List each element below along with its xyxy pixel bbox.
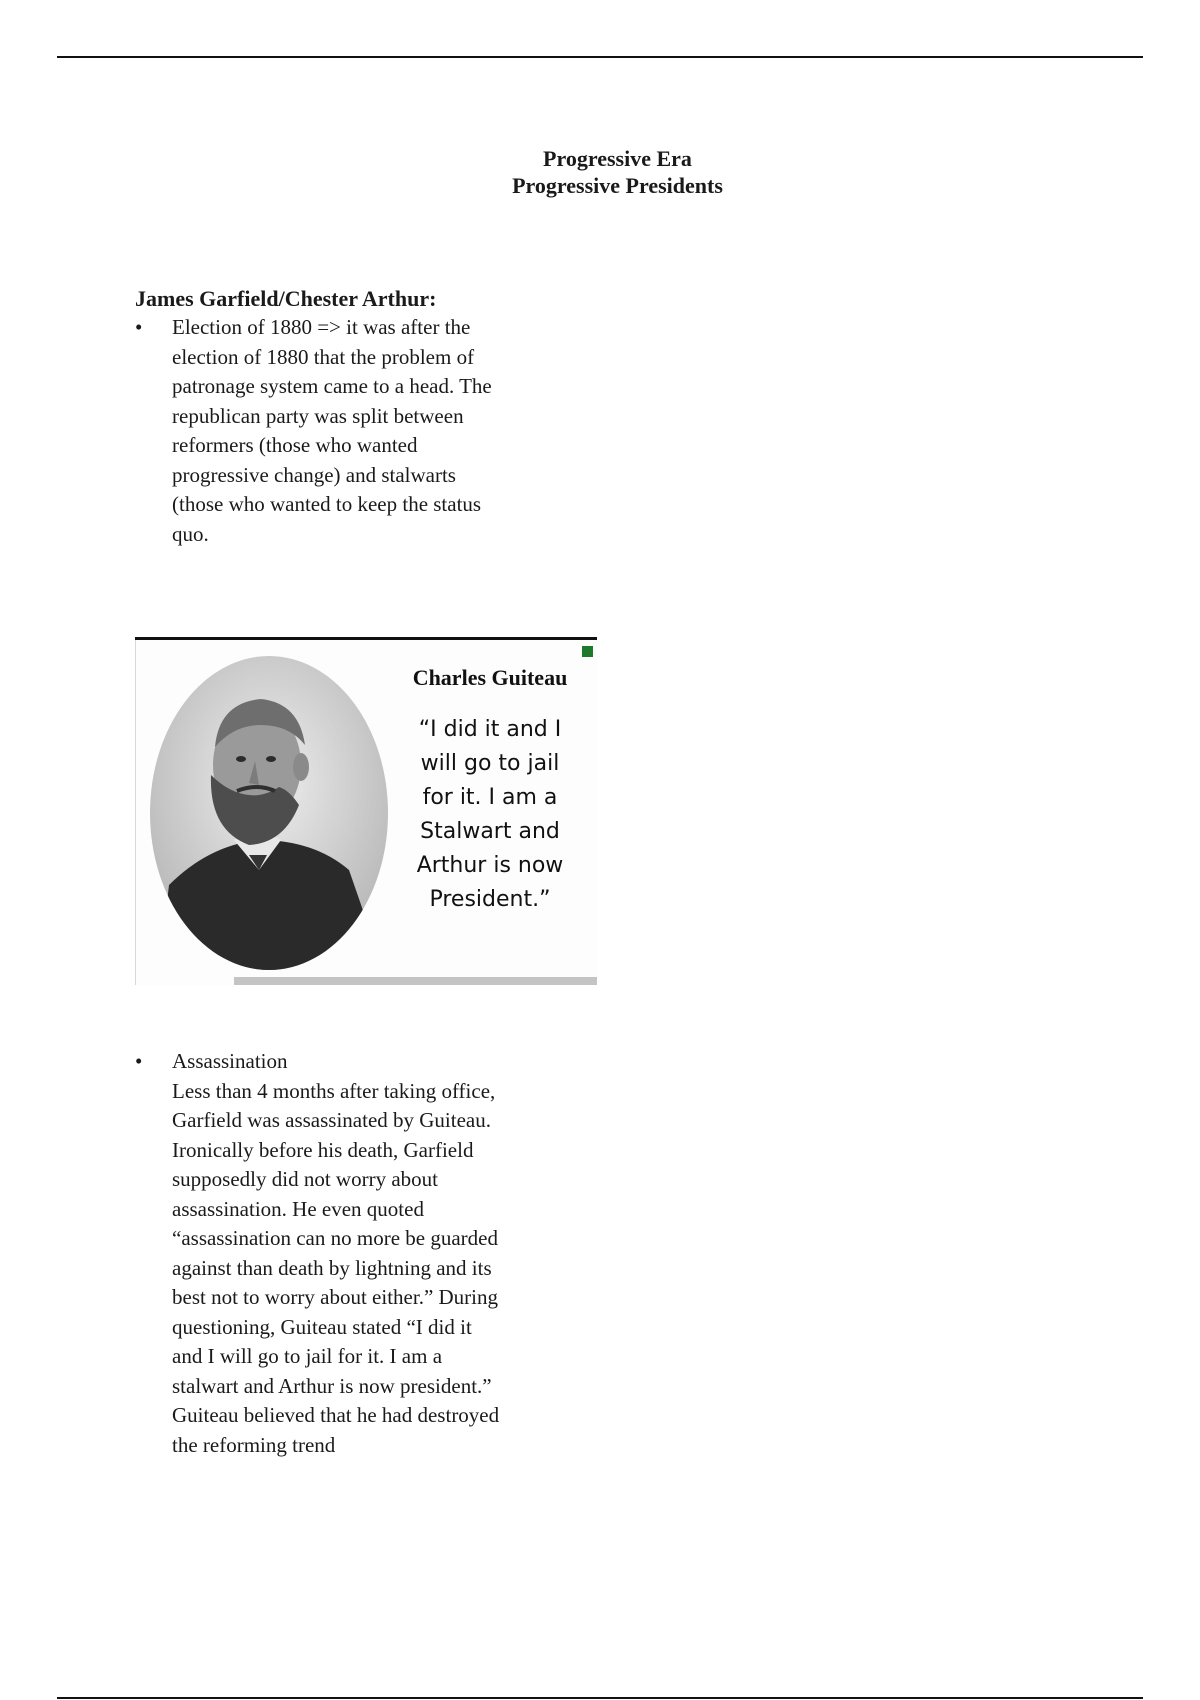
bullet-marker: • <box>135 1049 143 1073</box>
slide-name: Charles Guiteau <box>412 665 568 690</box>
slide-quote: “I did it and I will go to jail for it. I am a Stalwart and Arthur is now President.” <box>416 717 564 912</box>
slide-corner-marker <box>582 646 593 657</box>
guiteau-portrait <box>149 655 389 971</box>
title-line-1: Progressive Era <box>543 146 692 171</box>
bullet-title: Assassination <box>172 1049 288 1073</box>
bullet-election-1880 <box>135 313 495 549</box>
bullet-text: Election of 1880 => it was after the election of 1880 that the problem of patronage system came to a head. The republican party was split between reformers (those who wanted progressive change) and stalwarts (those who wanted to keep the status quo. <box>172 315 492 546</box>
bottom-rule <box>57 1697 1143 1699</box>
bullet-assassination <box>135 1047 500 1460</box>
title-line-2: Progressive Presidents <box>512 173 723 198</box>
guiteau-slide-image <box>135 637 597 985</box>
top-rule <box>57 56 1143 58</box>
slide-left-edge <box>135 640 136 985</box>
slide-top-bar <box>135 637 597 640</box>
section-heading: James Garfield/Chester Arthur: <box>135 286 437 311</box>
slide-bottom-bar <box>234 977 597 985</box>
page-title <box>0 145 1200 199</box>
bullet-text: Less than 4 months after taking office, Garfield was assassinated by Guiteau. Ironically before his death, Garfield supposedly did not worry about assassination. He even quoted “assassination can no more be guarded against than death by lightning and its best not to worry about either.” During questioning, Guiteau stated “I did it and I will go to jail for it. I am a stalwart and Arthur is now president.” Guiteau believed that he had destroyed the reforming trend <box>172 1078 500 1457</box>
bullet-content <box>172 1047 502 1460</box>
bullet-marker: • <box>135 315 143 339</box>
